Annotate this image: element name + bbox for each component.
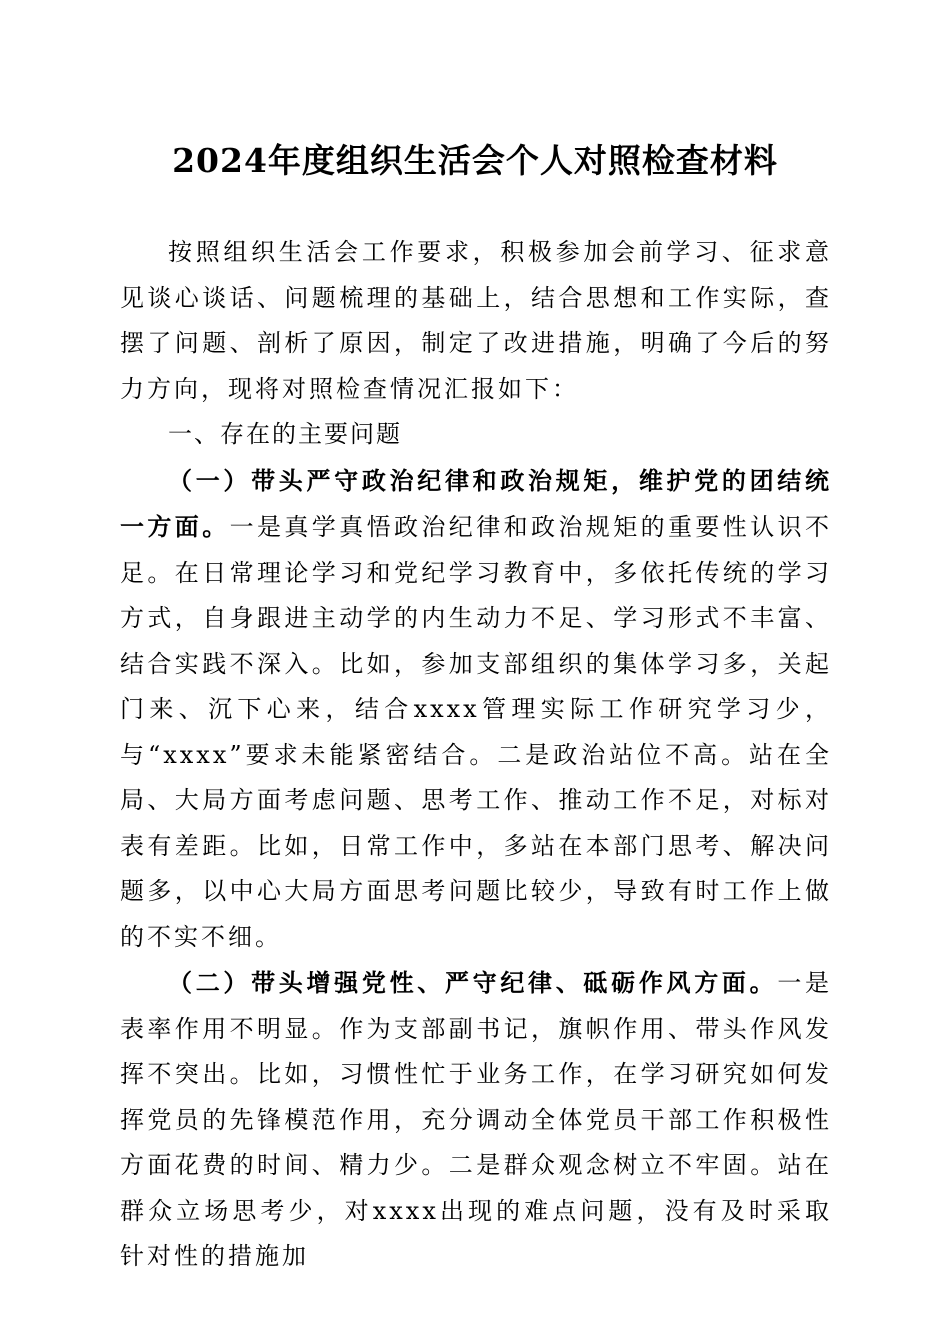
document-body [120,230,832,1280]
problem-item-1-lead: （一）带头严守政治纪律和政治规矩，维护党的团结统一方面。 [120,465,832,541]
problem-item-1-body: 一是真学真悟政治纪律和政治规矩的重要性认识不足。在日常理论学习和党纪学习教育中，多依托传统的学习方式，自身跟进主动学的内生动力不足、学习形式不丰富、结合实践不深入。比如，参加支部组织的集体学习多，关起门来、沉下心来，结合xxxx管理实际工作研究学习少，与“xxxx”要求未能紧密结合。二是政治站位不高。站在全局、大局方面考虑问题、思考工作、推动工作不足，对标对表有差距。比如，日常工作中，多站在本部门思考、解决问题多，以中心大局方面思考问题比较少，导致有时工作上做的不实不细。 [120,513,833,951]
problem-item-2-lead: （二）带头增强党性、严守纪律、砥砺作风方面。 [168,968,778,997]
problem-item-2 [120,960,832,1280]
document-title: 2024年度组织生活会个人对照检查材料 [172,141,778,180]
intro-paragraph: 按照组织生活会工作要求，积极参加会前学习、征求意见谈心谈话、问题梳理的基础上，结合思想和工作实际，查摆了问题、剖析了原因，制定了改进措施，明确了今后的努力方向，现将对照检查情况汇报如下： [120,238,832,403]
problem-item-1 [120,458,832,961]
section-heading-main-problems: 一、存在的主要问题 [168,420,402,448]
problem-item-2-body: 一是表率作用不明显。作为支部副书记，旗帜作用、带头作风发挥不突出。比如，习惯性忙于业务工作，在学习研究如何发挥党员的先锋模范作用，充分调动全体党员干部工作积极性方面花费的时间、精力少。二是群众观念树立不牢固。站在群众立场思考少，对xxxx出现的难点问题，没有及时采取针对性的措施加 [120,969,833,1270]
